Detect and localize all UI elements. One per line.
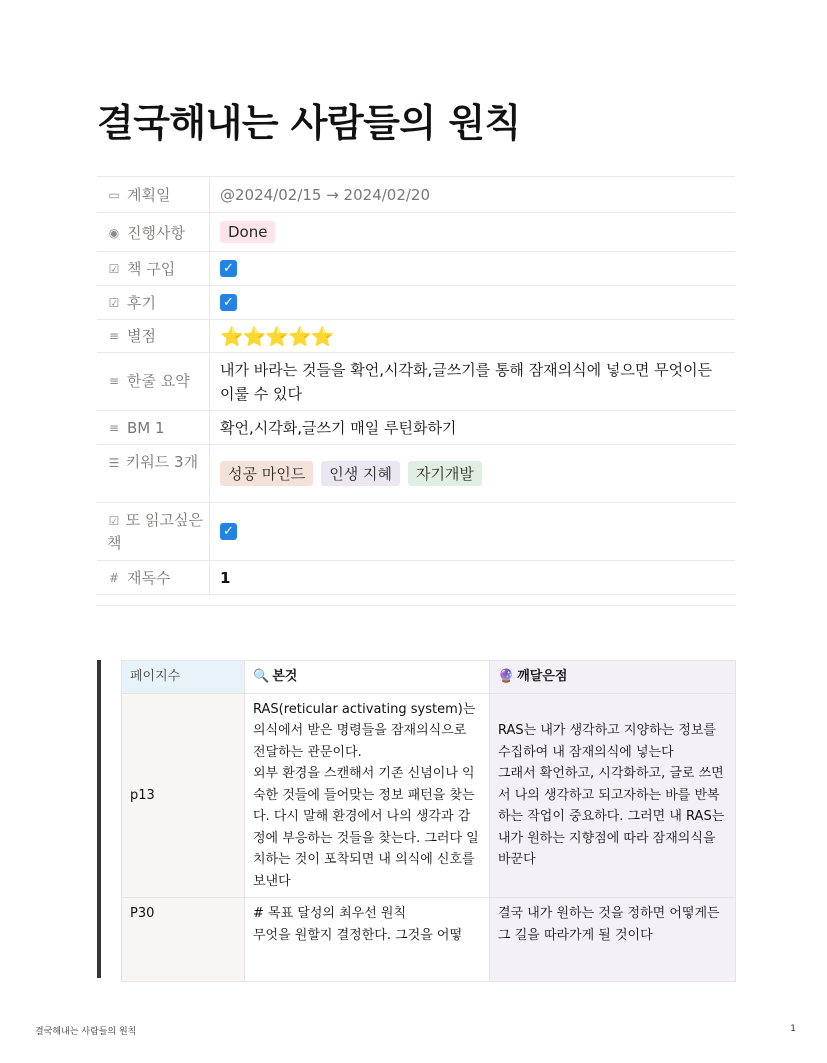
cell-insight[interactable]: RAS는 내가 생각하고 지양하는 정보를 수집하여 내 잠재의식에 넣는다 그래서 확언하고, 시각화하고, 글로 쓰면서 나의 생각하고 되고자하는 바를 반복하는 작업이 중요하다. 그러면 내 RAS는 내가 원하는 지향점에 따라 잠재의식을 바꾼다 bbox=[490, 693, 736, 898]
property-key: ≡ 별점 bbox=[97, 320, 210, 352]
property-progress[interactable] bbox=[97, 213, 735, 252]
text-lines-icon: ≡ bbox=[108, 329, 120, 343]
review-checkbox[interactable]: ✓ bbox=[220, 294, 237, 311]
footer-page-number: 1 bbox=[790, 1024, 796, 1034]
checkbox-icon: ☑ bbox=[108, 514, 120, 528]
number-icon: # bbox=[108, 571, 120, 585]
property-summary[interactable] bbox=[97, 353, 735, 411]
property-key: ☑ 책 구입 bbox=[97, 252, 210, 285]
cell-seen[interactable]: # 목표 달성의 최우선 원칙 무엇을 원할지 결정한다. 그것을 어떻 bbox=[245, 898, 490, 982]
reread-count-value[interactable]: 1 bbox=[220, 568, 231, 587]
date-range-value[interactable]: @2024/02/15 → 2024/02/20 bbox=[220, 185, 431, 204]
reread-checkbox[interactable]: ✓ bbox=[220, 523, 237, 540]
keyword-tag[interactable]: 인생 지혜 bbox=[321, 461, 400, 486]
notes-table bbox=[121, 660, 736, 982]
property-keywords[interactable] bbox=[97, 445, 735, 503]
crystal-ball-icon: 🔮 bbox=[498, 669, 515, 684]
property-key: ☑ 후기 bbox=[97, 286, 210, 319]
property-rating[interactable] bbox=[97, 320, 735, 353]
keyword-tag[interactable]: 성공 마인드 bbox=[220, 461, 313, 486]
property-review[interactable] bbox=[97, 286, 735, 320]
property-key: ≡ BM 1 bbox=[97, 411, 210, 444]
keyword-tag[interactable]: 자기개발 bbox=[408, 461, 482, 486]
footer-title: 결국해내는 사람들의 원칙 bbox=[35, 1027, 137, 1037]
text-lines-icon: ≡ bbox=[108, 374, 120, 388]
property-book-bought[interactable] bbox=[97, 252, 735, 286]
property-key: ▭ 계획일 bbox=[97, 177, 210, 212]
magnifier-eye-icon: 🔍 bbox=[253, 669, 270, 684]
table-row bbox=[122, 693, 736, 898]
property-key: # 재독수 bbox=[97, 561, 210, 594]
cell-seen[interactable]: RAS(reticular activating system)는 의식에서 받은 명령들을 잠재의식으로 전달하는 관문이다. 외부 환경을 스캔해서 기존 신념이나 익숙한 것들에 들어맞는 정보 패턴을 찾는다. 다시 말해 환경에서 나의 생각과 감정에 부응하는 것들을 찾는다. 그러다 일치하는 것이 포착되면 내 의식에 신호를 보낸다 bbox=[245, 693, 490, 898]
column-header-seen[interactable]: 🔍 본것 bbox=[245, 661, 490, 694]
text-lines-icon: ≡ bbox=[108, 421, 120, 435]
property-key: ≡ 한줄 요약 bbox=[97, 353, 210, 410]
column-header-page[interactable]: 페이지수 bbox=[122, 661, 245, 694]
cell-page[interactable]: p13 bbox=[122, 693, 245, 898]
star-rating[interactable]: ⭐⭐⭐⭐⭐ bbox=[220, 325, 334, 348]
table-header-row bbox=[122, 661, 736, 694]
properties-table bbox=[97, 176, 735, 595]
status-badge[interactable]: Done bbox=[220, 221, 275, 243]
property-key: ◉ 진행사항 bbox=[97, 213, 210, 251]
property-key: ☑ 또 읽고싶은책 bbox=[97, 503, 210, 560]
cell-page[interactable]: P30 bbox=[122, 898, 245, 982]
property-bm1[interactable] bbox=[97, 411, 735, 445]
property-plan-date[interactable] bbox=[97, 177, 735, 213]
column-header-insight[interactable]: 🔮 깨달은점 bbox=[490, 661, 736, 694]
property-reread[interactable] bbox=[97, 503, 735, 561]
calendar-icon: ▭ bbox=[108, 188, 120, 202]
page-title: 결국해내는 사람들의 원칙 bbox=[97, 101, 521, 145]
checkbox-icon: ☑ bbox=[108, 262, 120, 276]
property-key: ☰ 키워드 3개 bbox=[97, 445, 210, 502]
summary-value[interactable]: 내가 바라는 것들을 확언,시각화,글쓰기를 통해 잠재의식에 넣으면 무엇이든 이룰 수 있다 bbox=[220, 360, 713, 403]
bm1-value[interactable]: 확언,시각화,글쓰기 매일 루틴화하기 bbox=[220, 419, 457, 437]
divider bbox=[97, 605, 735, 606]
keyword-tags bbox=[210, 445, 735, 502]
cell-insight[interactable]: 결국 내가 원하는 것을 정하면 어떻게든 그 길을 따라가게 될 것이다 bbox=[490, 898, 736, 982]
quote-bar bbox=[97, 660, 101, 978]
list-icon: ☰ bbox=[108, 456, 120, 470]
table-row bbox=[122, 898, 736, 982]
property-reread-count[interactable] bbox=[97, 561, 735, 595]
status-icon: ◉ bbox=[108, 226, 120, 240]
checkbox-icon: ☑ bbox=[108, 296, 120, 310]
book-bought-checkbox[interactable]: ✓ bbox=[220, 260, 237, 277]
